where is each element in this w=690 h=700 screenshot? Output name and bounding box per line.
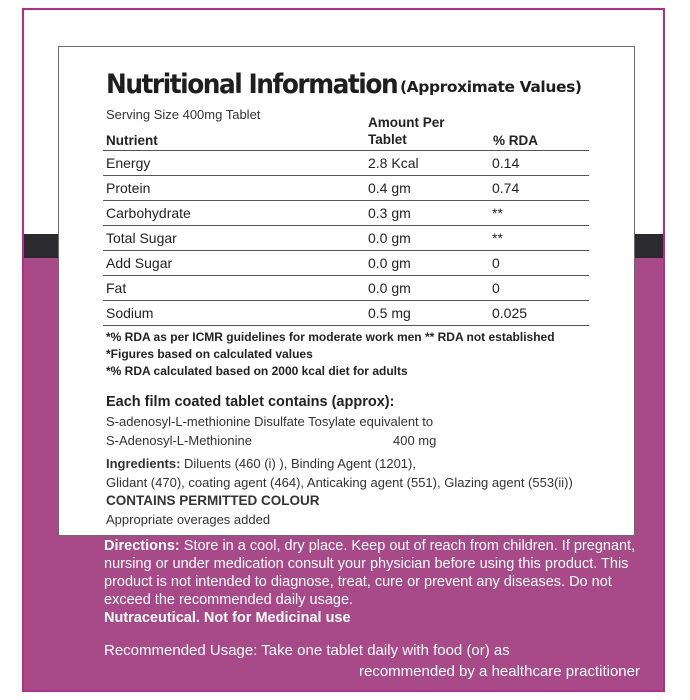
header-amount — [368, 114, 445, 148]
nutrient-rda: 0 — [492, 280, 500, 296]
nutrient-name: Sodium — [106, 305, 154, 321]
nutrient-rda: ** — [492, 205, 503, 221]
table-row — [103, 300, 589, 326]
usage-line: Recommended Usage: Take one tablet daily with food (or) as — [104, 642, 510, 659]
nutrient-rda: 0 — [492, 255, 500, 271]
table-row — [103, 225, 589, 250]
usage-line: recommended by a healthcare practitioner — [359, 663, 640, 680]
label-frame — [22, 8, 665, 692]
nutrient-rda: 0.025 — [492, 305, 528, 321]
ingredients-line: Glidant (470), coating agent (464), Anticaking agent (551), Glazing agent (553(ii)) — [106, 475, 573, 490]
table-row — [103, 200, 589, 225]
title-subtitle: (Approximate Values) — [400, 78, 582, 96]
directions-block — [104, 537, 644, 627]
footnote: *% RDA calculated based on 2000 kcal diet for adults — [106, 364, 408, 378]
overages-note: Appropriate overages added — [106, 512, 271, 527]
nutrient-amount: 2.8 Kcal — [368, 155, 419, 171]
nutrient-name: Fat — [106, 280, 127, 296]
footnote: *% RDA as per ICMR guidelines for moderate work men ** RDA not established — [106, 330, 555, 344]
nutrient-amount: 0.3 gm — [368, 205, 411, 221]
serving-size: Serving Size 400mg Tablet — [106, 107, 261, 122]
header-rda: % RDA — [493, 133, 539, 148]
active-ingredient: S-Adenosyl-L-Methionine — [106, 433, 252, 448]
composition-line — [106, 433, 437, 448]
title-row — [106, 69, 582, 100]
ingredients-line — [106, 456, 416, 471]
nutrient-name: Protein — [106, 180, 151, 196]
directions-label: Directions: — [104, 538, 180, 554]
active-amount: 400 mg — [393, 433, 437, 448]
colour-notice: CONTAINS PERMITTED COLOUR — [106, 493, 320, 508]
recommended-usage — [104, 640, 644, 682]
composition-line: S-adenosyl-L-methionine Disulfate Tosylate equivalent to — [106, 414, 434, 429]
composition-heading: Each film coated tablet contains (approx): — [106, 394, 395, 410]
footnotes — [106, 329, 555, 380]
header-amount-line2: Tablet — [368, 132, 407, 147]
ingredients-text: Diluents (460 (i) ), Binding Agent (1201), — [180, 456, 416, 471]
nutrient-amount: 0.5 mg — [368, 305, 411, 321]
table-row — [103, 150, 589, 175]
ingredients-label: Ingredients: — [106, 456, 181, 471]
nutrient-name: Energy — [106, 155, 151, 171]
nutrient-rda: 0.74 — [492, 180, 520, 196]
nutraceutical-note: Nutraceutical. Not for Medicinal use — [104, 610, 351, 626]
footnote: *Figures based on calculated values — [106, 347, 313, 361]
nutrition-panel — [58, 46, 635, 536]
table-row — [103, 175, 589, 200]
header-nutrient: Nutrient — [106, 133, 158, 148]
table-row — [103, 275, 589, 300]
page-title: Nutritional Information — [106, 69, 398, 100]
nutrition-table — [103, 150, 589, 326]
nutrient-amount: 0.0 gm — [368, 280, 411, 296]
table-row — [103, 250, 589, 275]
header-amount-line1: Amount Per — [368, 115, 445, 130]
nutrient-name: Add Sugar — [106, 255, 173, 271]
nutrient-rda: ** — [492, 230, 503, 246]
nutrient-amount: 0.0 gm — [368, 255, 411, 271]
nutrient-amount: 0.0 gm — [368, 230, 411, 246]
nutrient-name: Total Sugar — [106, 230, 177, 246]
nutrient-rda: 0.14 — [492, 155, 520, 171]
nutrient-name: Carbohydrate — [106, 205, 191, 221]
nutrient-amount: 0.4 gm — [368, 180, 411, 196]
directions-text: Store in a cool, dry place. Keep out of reach from children. If pregnant, nursing or under medication consult your physician before using this product. This product is not intended to diagnose, treat, cure or prevent any diseases. Do not exceed the recommended daily usage. — [104, 538, 636, 608]
